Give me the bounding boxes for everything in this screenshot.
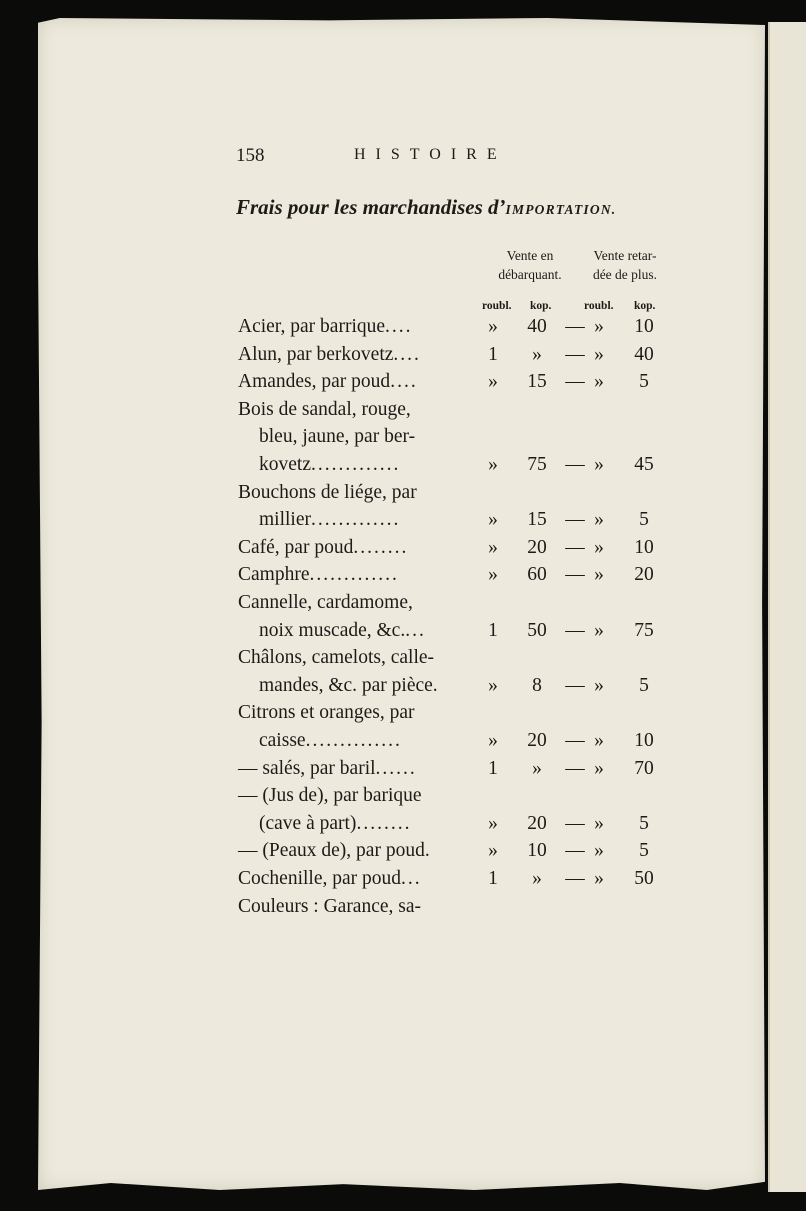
kopeks-later-cell: 5: [639, 674, 649, 696]
rubles-later-cell: »: [594, 840, 604, 862]
leader-dots: ..............: [305, 730, 402, 751]
item-description: [238, 399, 411, 421]
item-text: caisse: [259, 730, 306, 751]
leader-dots: ........: [356, 812, 412, 834]
dash-separator: —: [565, 371, 585, 393]
kopeks-later-cell: 40: [634, 343, 654, 365]
dash-separator: —: [565, 812, 585, 834]
dash-separator: —: [565, 730, 585, 751]
item-text: Bois de sandal, rouge,: [238, 398, 411, 420]
table-row: [0, 647, 806, 675]
item-text: Cochenille, par poud: [238, 868, 401, 889]
kopeks-cell: 15: [527, 509, 547, 531]
dash-separator: —: [565, 757, 585, 779]
rubles-cell: 1: [488, 343, 498, 365]
table-row: [0, 868, 806, 896]
dash-separator: —: [565, 840, 585, 862]
kopeks-cell: 40: [527, 316, 547, 337]
item-description: [259, 620, 426, 642]
item-text: millier: [259, 509, 311, 531]
table-row: [0, 702, 806, 730]
item-text: Amandes, par poud: [238, 371, 391, 393]
rubles-cell: »: [488, 812, 498, 834]
table-row: [0, 482, 806, 510]
item-text: Bouchons de liége, par: [238, 481, 417, 503]
rubles-later-cell: »: [594, 730, 604, 751]
rubles-later-cell: »: [594, 674, 604, 696]
table-row: [0, 316, 806, 344]
kopeks-later-cell: 50: [634, 868, 654, 889]
dash-separator: —: [565, 316, 585, 337]
item-description: [238, 868, 422, 890]
rubles-cell: 1: [488, 868, 498, 889]
dash-separator: —: [565, 343, 585, 365]
table-row: [0, 344, 806, 372]
rubles-cell: »: [488, 509, 498, 531]
kopeks-cell: 10: [527, 840, 547, 862]
kopeks-cell: 75: [527, 454, 547, 475]
item-description: [238, 371, 418, 393]
item-description: [238, 482, 417, 504]
rubles-later-cell: »: [594, 757, 604, 779]
item-text: — (Peaux de), par poud.: [238, 840, 430, 862]
kopeks-later-cell: 10: [634, 536, 654, 558]
rubles-later-cell: »: [594, 371, 604, 393]
item-description: [238, 785, 422, 807]
table-row: [0, 620, 806, 648]
dash-separator: —: [565, 509, 585, 531]
rubles-cell: »: [488, 316, 498, 337]
running-head: [236, 145, 666, 175]
kopeks-later-cell: 10: [634, 316, 654, 337]
table-row: [0, 426, 806, 454]
kopeks-later-cell: 5: [639, 812, 649, 834]
leader-dots: ...: [405, 619, 426, 641]
item-description: [238, 896, 421, 918]
unit-label: kop.: [530, 300, 552, 312]
item-text: Café, par poud: [238, 536, 354, 558]
rubles-cell: »: [488, 536, 498, 558]
leader-dots: ........: [353, 536, 409, 558]
rubles-cell: »: [488, 730, 498, 751]
rubles-cell: »: [488, 371, 498, 393]
item-description: [259, 454, 400, 476]
dash-separator: —: [565, 674, 585, 696]
rubles-cell: 1: [488, 619, 498, 641]
item-text: bleu, jaune, par ber-: [259, 426, 416, 448]
item-text: Alun, par berkovetz: [238, 343, 394, 365]
kopeks-cell: 50: [527, 619, 547, 641]
item-text: Acier, par barrique: [238, 316, 386, 337]
rubles-later-cell: »: [594, 343, 604, 365]
column-header-line: Vente en: [506, 248, 554, 263]
rubles-later-cell: »: [594, 619, 604, 641]
item-description: [238, 702, 415, 724]
table-row: [0, 592, 806, 620]
table-row: [0, 537, 806, 565]
item-description: [238, 564, 399, 586]
section-title-italic: Frais pour les marchandises d’: [236, 195, 506, 219]
kopeks-cell: 60: [527, 564, 547, 586]
leader-dots: .............: [310, 454, 401, 475]
kopeks-later-cell: 45: [634, 454, 654, 475]
kopeks-later-cell: 5: [639, 371, 649, 393]
kopeks-cell: 20: [527, 536, 547, 558]
unit-label: roubl.: [584, 300, 614, 312]
kopeks-cell: 20: [527, 812, 547, 834]
table-row: [0, 785, 806, 813]
item-description: [238, 840, 430, 862]
rubles-later-cell: »: [594, 454, 604, 475]
item-description: [238, 537, 408, 559]
item-description: [259, 509, 400, 531]
kopeks-cell: »: [532, 868, 542, 889]
rubles-later-cell: »: [594, 536, 604, 558]
table-row: [0, 813, 806, 841]
dash-separator: —: [565, 564, 585, 586]
column-header-vente-en-debarquant: [480, 246, 580, 284]
kopeks-cell: 20: [527, 730, 547, 751]
table-row: [0, 399, 806, 427]
kopeks-later-cell: 20: [634, 564, 654, 586]
table-row: [0, 840, 806, 868]
kopeks-later-cell: 5: [639, 509, 649, 531]
item-description: [259, 730, 402, 752]
item-description: [238, 758, 417, 780]
item-description: [238, 592, 413, 614]
item-text: Châlons, camelots, calle-: [238, 647, 435, 669]
table-row: [0, 730, 806, 758]
column-header-line: dée de plus.: [592, 267, 658, 282]
leader-dots: ......: [375, 757, 417, 779]
item-text: Cannelle, cardamome,: [238, 592, 413, 613]
item-text: noix muscade, &c.: [259, 619, 406, 641]
item-description: [259, 426, 415, 448]
dash-separator: —: [565, 868, 585, 889]
table-row: [0, 758, 806, 786]
column-header-line: débarquant.: [498, 267, 562, 282]
leader-dots: ...: [401, 868, 422, 889]
table-row: [0, 371, 806, 399]
rubles-later-cell: »: [594, 868, 604, 889]
item-text: — (Jus de), par barique: [238, 785, 422, 807]
item-text: Camphre: [238, 564, 310, 586]
unit-label: roubl.: [482, 300, 512, 312]
rubles-cell: 1: [488, 757, 498, 779]
rubles-later-cell: »: [594, 316, 604, 337]
leader-dots: ....: [385, 316, 413, 337]
unit-label: kop.: [634, 300, 656, 312]
item-text: kovetz: [259, 454, 311, 475]
leader-dots: .............: [309, 564, 399, 586]
dash-separator: —: [565, 454, 585, 475]
dash-separator: —: [565, 536, 585, 558]
item-text: mandes, &c. par pièce.: [259, 674, 438, 696]
running-head-title: HISTOIRE: [354, 146, 507, 163]
item-description: [238, 647, 434, 669]
rubles-later-cell: »: [594, 509, 604, 531]
kopeks-later-cell: 70: [634, 757, 654, 779]
leader-dots: .............: [311, 509, 401, 531]
rubles-cell: »: [488, 454, 498, 475]
kopeks-later-cell: 75: [634, 619, 654, 641]
kopeks-cell: »: [532, 757, 542, 779]
kopeks-later-cell: 5: [639, 840, 649, 862]
rubles-later-cell: »: [594, 564, 604, 586]
item-text: Couleurs : Garance, sa-: [238, 895, 422, 917]
column-header-line: Vente retar-: [593, 248, 657, 263]
column-header-vente-retardee: [574, 246, 676, 284]
table-row: [0, 896, 806, 924]
table-row: [0, 509, 806, 537]
leader-dots: ....: [390, 371, 418, 393]
item-description: [238, 344, 421, 366]
item-description: [259, 813, 411, 835]
rubles-cell: »: [488, 840, 498, 862]
rubles-later-cell: »: [594, 812, 604, 834]
table-row: [0, 564, 806, 592]
kopeks-cell: 15: [527, 371, 547, 393]
item-description: [238, 316, 413, 338]
kopeks-later-cell: 10: [634, 730, 654, 751]
table-row: [0, 454, 806, 482]
rubles-cell: »: [488, 564, 498, 586]
item-text: Citrons et oranges, par: [238, 702, 415, 724]
section-title: [236, 195, 676, 220]
dash-separator: —: [565, 619, 585, 641]
page-number: 158: [236, 145, 265, 166]
item-text: (cave à part): [259, 812, 357, 834]
section-title-caps: IMPORTATION.: [505, 202, 617, 217]
item-text: — salés, par baril: [238, 757, 376, 779]
kopeks-cell: 8: [532, 674, 542, 696]
leader-dots: ....: [393, 343, 421, 365]
item-description: [259, 675, 438, 697]
table-row: [0, 675, 806, 703]
rubles-cell: »: [488, 674, 498, 696]
kopeks-cell: »: [532, 343, 542, 365]
